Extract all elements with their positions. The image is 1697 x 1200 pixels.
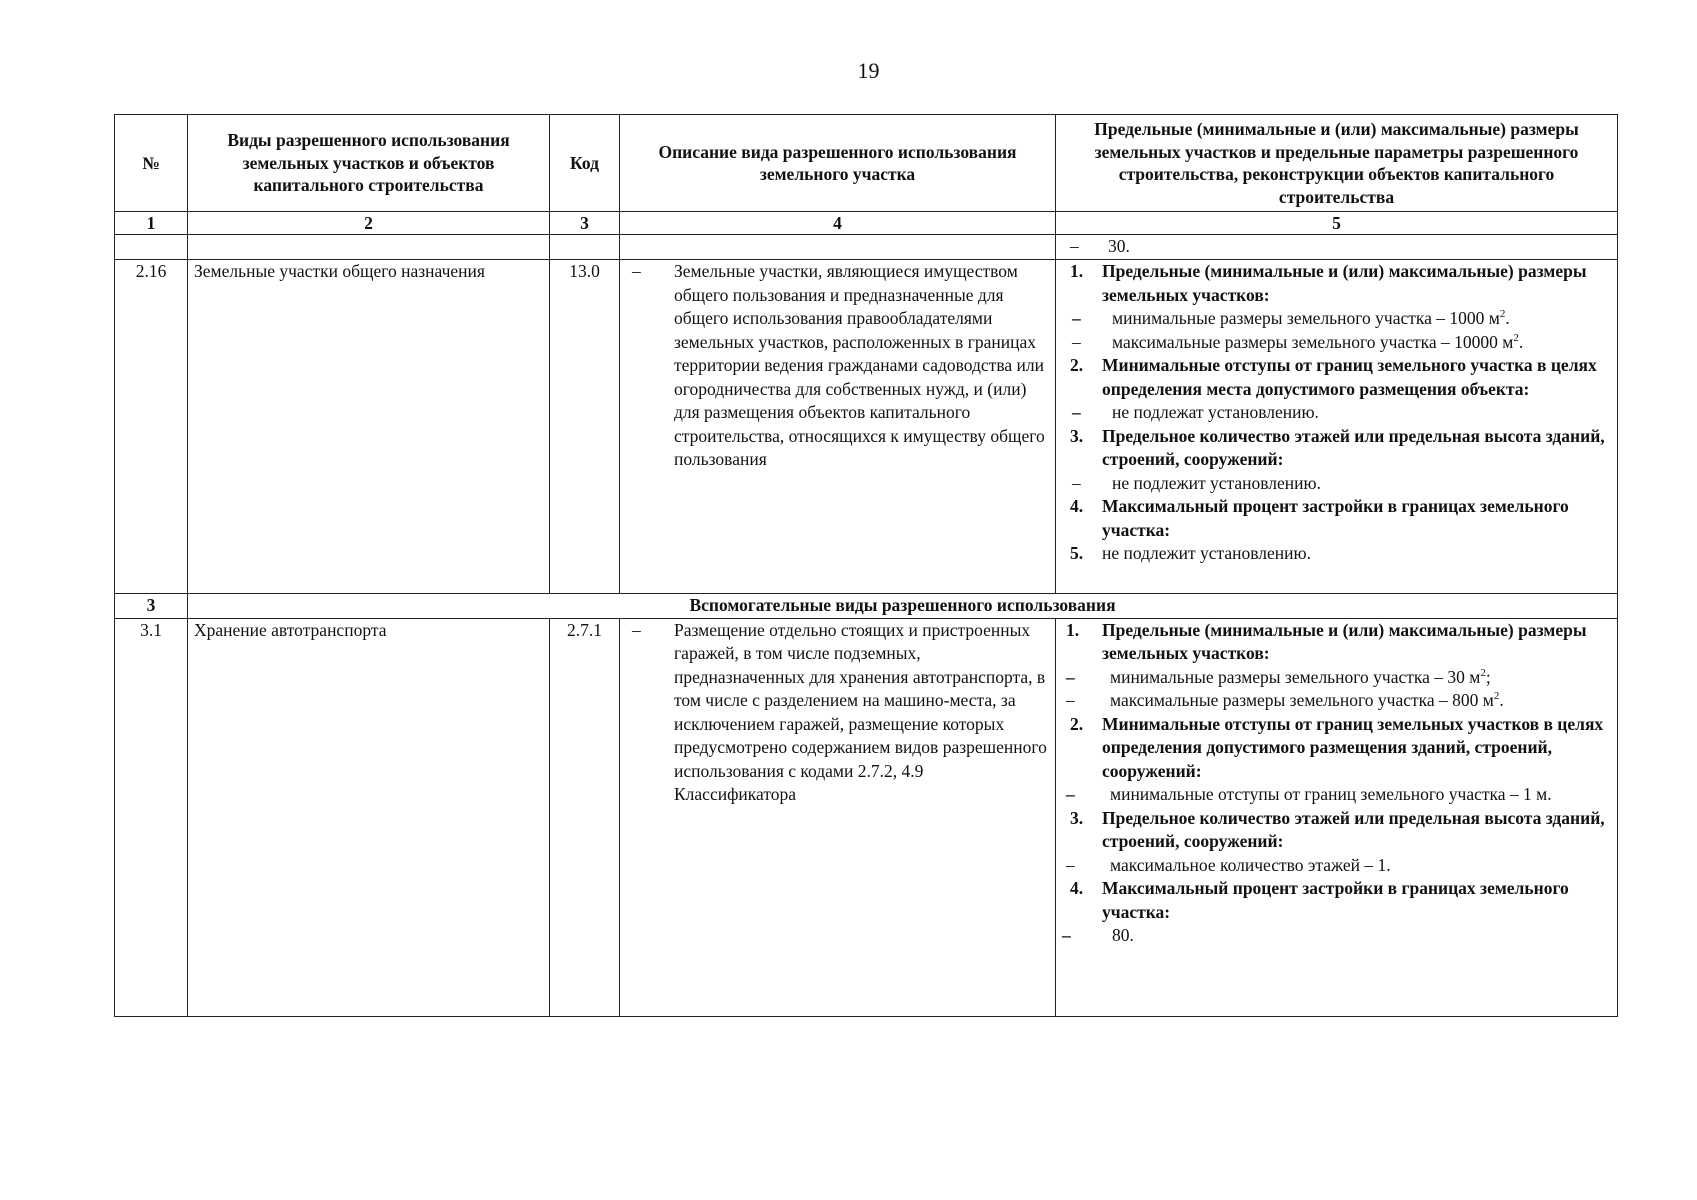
section-row-3 (115, 594, 1618, 619)
use-type-code: 2.7.1 (550, 618, 620, 1016)
use-type-name: Земельные участки общего назначения (188, 260, 550, 594)
param-heading: 3. Предельное количество этажей или предельная высота зданий, строений, сооружений: (1070, 425, 1605, 469)
description-text: Земельные участки, являющиеся имуществом общего пользования и предназначенные для общего использования правообладателями земельных участков, расположенных в границах территории ведения гражданами садоводства или огородничества для собственных нужд, и (или) для размещения объектов капитального строительства, относящихся к имуществу общего пользования (674, 261, 1045, 469)
column-number: 3 (550, 212, 620, 235)
dash-marker: – (632, 619, 641, 640)
param-heading: 2. Минимальные отступы от границ земельного участка в целях определения места допустимого размещения объекта: (1070, 355, 1597, 399)
header-description: Описание вида разрешенного использования земельного участка (620, 115, 1056, 212)
column-number-row (115, 212, 1618, 235)
use-type-code: 13.0 (550, 260, 620, 594)
param-heading: 4. Максимальный процент застройки в границах земельного участка: (1070, 496, 1569, 540)
section-number: 3 (115, 594, 188, 619)
header-number: № (115, 115, 188, 212)
param-heading: 5. не подлежит установлению. (1070, 543, 1311, 563)
param-bullet: – максимальные размеры земельного участка – 800 $м^2$. (1066, 690, 1504, 710)
row-number: 3.1 (115, 618, 188, 1016)
continuation-text: 30. (1108, 236, 1130, 256)
column-number: 5 (1056, 212, 1618, 235)
land-use-table (114, 114, 1618, 1017)
continuation-row (115, 235, 1618, 260)
description-item (626, 619, 1049, 807)
param-bullet: – максимальное количество этажей – 1. (1066, 854, 1391, 875)
use-type-name: Хранение автотранспорта (188, 618, 550, 1016)
param-heading: 2. Минимальные отступы от границ земельных участков в целях определения допустимого размещения зданий, строений, сооружений: (1070, 713, 1604, 781)
param-bullet: – минимальные отступы от границ земельного участка – 1 м. (1066, 784, 1552, 804)
param-bullet: – максимальные размеры земельного участка – 10000 $м^2$. (1072, 331, 1524, 352)
column-number: 1 (115, 212, 188, 235)
header-code: Код (550, 115, 620, 212)
parameters-cell (1056, 618, 1618, 1016)
dash-marker: – (632, 261, 641, 281)
column-number: 2 (188, 212, 550, 235)
description-item (626, 260, 1049, 472)
row-number: 2.16 (115, 260, 188, 594)
header-use-types: Виды разрешенного использования земельных участков и объектов капитального строительства (188, 115, 550, 212)
column-number: 4 (620, 212, 1056, 235)
param-bullet: – не подлежит установлению. (1072, 472, 1321, 493)
table-row-2-16 (115, 260, 1618, 594)
page-number: 19 (857, 58, 880, 83)
continuation-item (1056, 235, 1613, 259)
param-heading: 1. Предельные (минимальные и (или) максимальные) размеры земельных участков: (1070, 261, 1587, 305)
section-title: Вспомогательные виды разрешенного использования (188, 594, 1618, 619)
param-bullet: – минимальные размеры земельного участка – 30 $м^2$; (1066, 666, 1491, 687)
table-header-row (115, 115, 1618, 212)
param-bullet: – не подлежат установлению. (1072, 402, 1319, 422)
param-heading: 3. Предельное количество этажей или предельная высота зданий, строений, сооружений: (1070, 807, 1605, 851)
parameters-cell (1056, 260, 1618, 594)
param-heading: 1. Предельные (минимальные и (или) максимальные) размеры земельных участков: (1066, 619, 1587, 663)
description-text: Размещение отдельно стоящих и пристроенных гаражей, в том числе подземных, предназначенных для хранения автотранспорта, в том числе с разделением на машино-места, за исключением гаражей, размещение которых предусмотрено содержанием видов разрешенного использования с кодами 2.7.2, 4.9 Классификатора (674, 619, 1047, 804)
param-heading: 4. Максимальный процент застройки в границах земельного участка: (1070, 878, 1569, 922)
dash-marker: – (1070, 236, 1079, 256)
table-row-3-1 (115, 618, 1618, 1016)
header-parameters: Предельные (минимальные и (или) максимальные) размеры земельных участков и предельные параметры разрешенного строительства, реконструкции объектов капитального строительства (1056, 115, 1618, 212)
param-bullet: – 80. (1062, 925, 1134, 945)
param-bullet: – минимальные размеры земельного участка – 1000 $м^2$. (1072, 308, 1510, 328)
